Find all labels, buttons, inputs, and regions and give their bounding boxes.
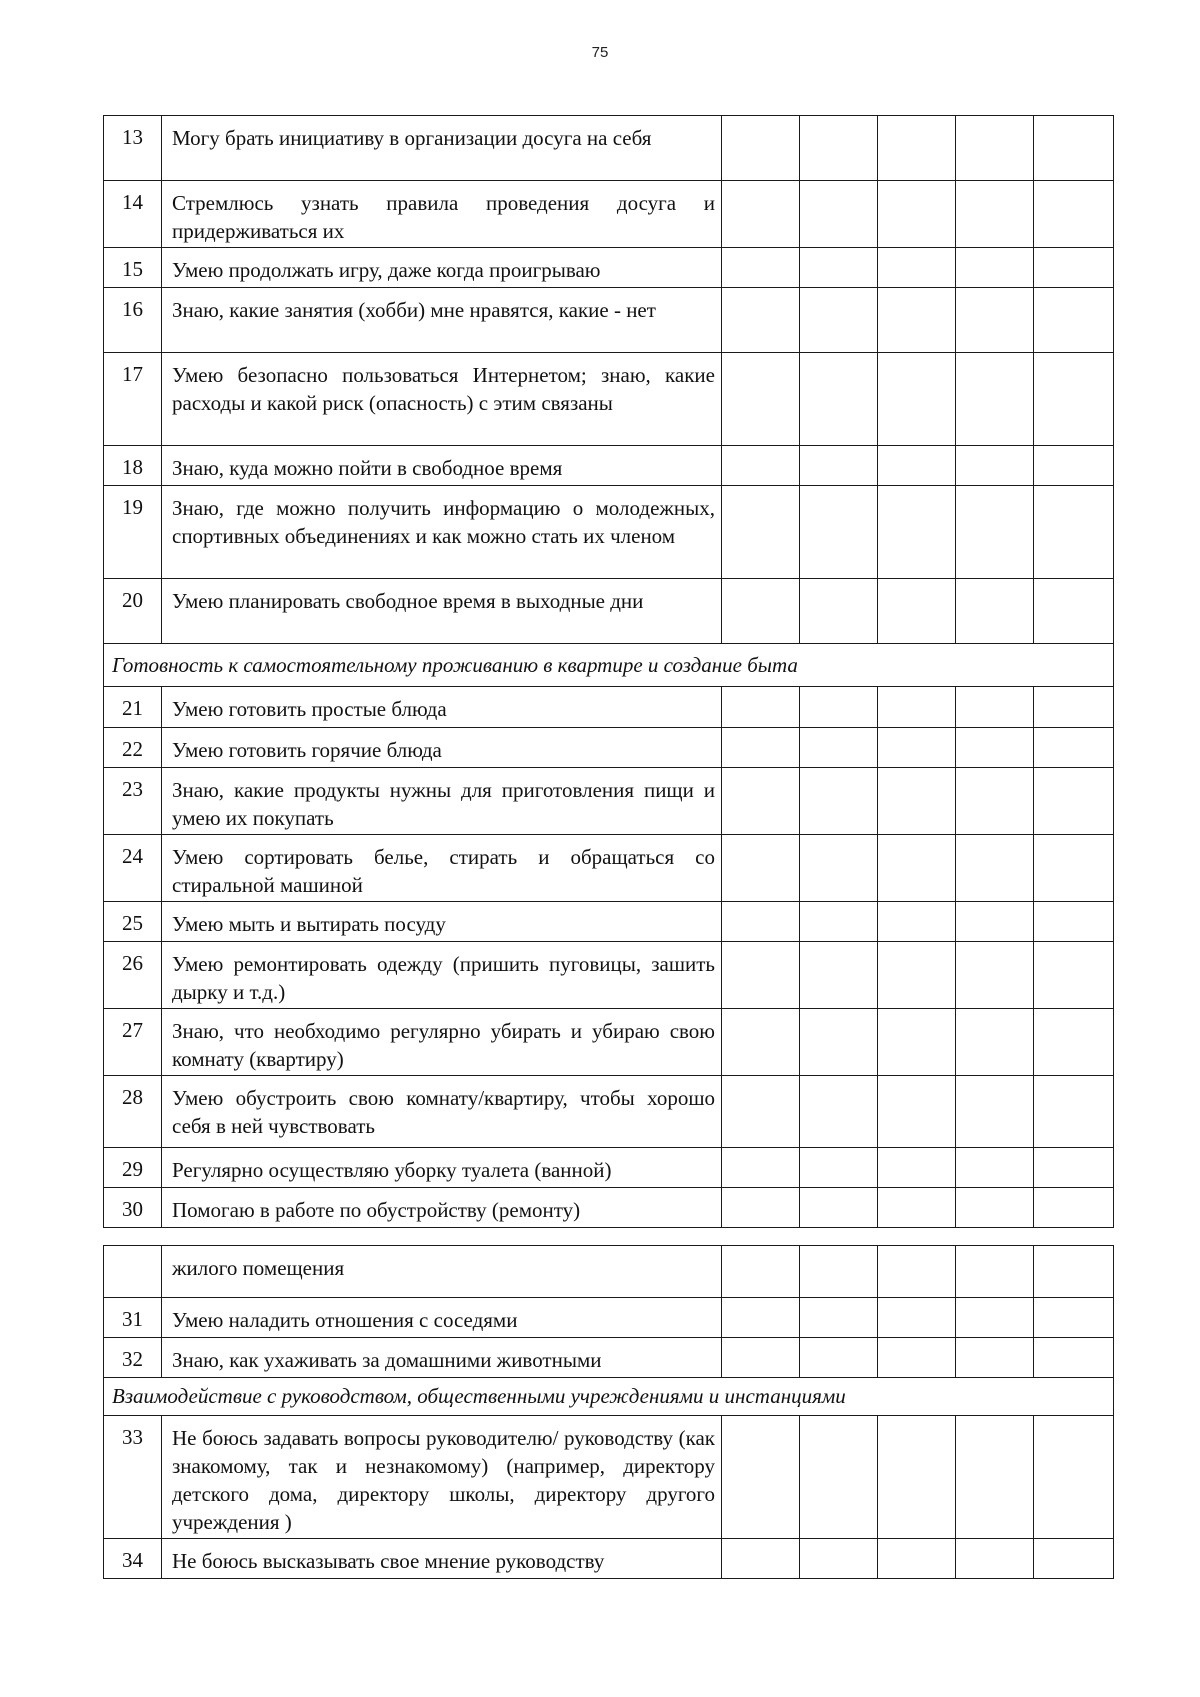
- rating-cell: [956, 687, 1034, 728]
- rating-cell: [722, 1076, 800, 1148]
- item-statement: Умею готовить простые блюда: [162, 687, 722, 728]
- rating-cell: [878, 486, 956, 579]
- rating-cell: [1034, 1298, 1114, 1338]
- rating-cell: [1034, 1539, 1114, 1579]
- item-number: 27: [104, 1009, 162, 1076]
- rating-cell: [1034, 1188, 1114, 1228]
- table-row: [104, 1416, 1114, 1539]
- rating-cell: [956, 579, 1034, 644]
- item-statement: Умею планировать свободное время в выходные дни: [162, 579, 722, 644]
- rating-cell: [722, 353, 800, 446]
- item-statement: Знаю, что необходимо регулярно убирать и убираю свою комнату (квартиру): [162, 1009, 722, 1076]
- rating-cell: [878, 116, 956, 181]
- table-row: [104, 1009, 1114, 1076]
- rating-cell: [1034, 446, 1114, 486]
- rating-cell: [878, 942, 956, 1009]
- rating-cell: [722, 1298, 800, 1338]
- table-row: [104, 1338, 1114, 1378]
- item-number: 26: [104, 942, 162, 1009]
- item-number: [104, 1246, 162, 1298]
- table-row: [104, 1148, 1114, 1188]
- rating-cell: [878, 181, 956, 248]
- item-statement: жилого помещения: [162, 1246, 722, 1298]
- rating-cell: [956, 1188, 1034, 1228]
- item-statement: Умею готовить горячие блюда: [162, 728, 722, 768]
- item-number: 19: [104, 486, 162, 579]
- rating-cell: [878, 248, 956, 288]
- table-row: [104, 1539, 1114, 1579]
- rating-cell: [956, 1148, 1034, 1188]
- rating-cell: [878, 1076, 956, 1148]
- section-heading: Взаимодействие с руководством, общественными учреждениями и инстанциями: [104, 1378, 1114, 1416]
- rating-cell: [956, 353, 1034, 446]
- rating-cell: [878, 353, 956, 446]
- rating-cell: [722, 248, 800, 288]
- item-statement: Умею ремонтировать одежду (пришить пуговицы, зашить дырку и т.д.): [162, 942, 722, 1009]
- rating-cell: [800, 116, 878, 181]
- section-heading: Готовность к самостоятельному проживанию в квартире и создание быта: [104, 644, 1114, 687]
- rating-cell: [956, 902, 1034, 942]
- table-row: [104, 687, 1114, 728]
- rating-cell: [722, 1539, 800, 1579]
- rating-cell: [722, 486, 800, 579]
- rating-cell: [800, 728, 878, 768]
- rating-cell: [800, 1246, 878, 1298]
- rating-cell: [722, 1338, 800, 1378]
- rating-cell: [1034, 116, 1114, 181]
- item-statement: Не боюсь высказывать свое мнение руководству: [162, 1539, 722, 1579]
- item-statement: Знаю, куда можно пойти в свободное время: [162, 446, 722, 486]
- rating-cell: [800, 768, 878, 835]
- rating-cell: [800, 902, 878, 942]
- item-statement: Могу брать инициативу в организации досуга на себя: [162, 116, 722, 181]
- rating-cell: [800, 1416, 878, 1539]
- rating-cell: [1034, 1076, 1114, 1148]
- rating-cell: [800, 1076, 878, 1148]
- item-statement: Стремлюсь узнать правила проведения досуга и придерживаться их: [162, 181, 722, 248]
- rating-cell: [1034, 1416, 1114, 1539]
- rating-cell: [956, 1539, 1034, 1579]
- rating-cell: [878, 1539, 956, 1579]
- item-statement: Умею продолжать игру, даже когда проигрываю: [162, 248, 722, 288]
- table-row: [104, 1188, 1114, 1228]
- rating-cell: [878, 728, 956, 768]
- rating-cell: [1034, 902, 1114, 942]
- item-number: 22: [104, 728, 162, 768]
- rating-cell: [800, 942, 878, 1009]
- rating-cell: [1034, 835, 1114, 902]
- item-number: 30: [104, 1188, 162, 1228]
- rating-cell: [800, 1298, 878, 1338]
- rating-cell: [1034, 942, 1114, 1009]
- rating-cell: [956, 728, 1034, 768]
- rating-cell: [722, 835, 800, 902]
- rating-cell: [878, 1246, 956, 1298]
- rating-cell: [1034, 728, 1114, 768]
- table-row: [104, 579, 1114, 644]
- item-statement: Знаю, где можно получить информацию о молодежных, спортивных объединениях и как можно стать их членом: [162, 486, 722, 579]
- rating-cell: [722, 446, 800, 486]
- rating-cell: [956, 1246, 1034, 1298]
- rating-cell: [800, 835, 878, 902]
- rating-cell: [956, 1416, 1034, 1539]
- rating-cell: [722, 288, 800, 353]
- rating-cell: [878, 902, 956, 942]
- rating-cell: [722, 768, 800, 835]
- rating-cell: [1034, 353, 1114, 446]
- table-row: [104, 248, 1114, 288]
- rating-cell: [956, 486, 1034, 579]
- item-number: 25: [104, 902, 162, 942]
- rating-cell: [1034, 248, 1114, 288]
- rating-cell: [722, 1009, 800, 1076]
- rating-cell: [800, 1009, 878, 1076]
- item-number: 28: [104, 1076, 162, 1148]
- rating-cell: [722, 942, 800, 1009]
- rating-cell: [956, 116, 1034, 181]
- rating-cell: [722, 1246, 800, 1298]
- table-row: [104, 902, 1114, 942]
- rating-cell: [878, 768, 956, 835]
- rating-cell: [800, 1338, 878, 1378]
- rating-cell: [722, 181, 800, 248]
- rating-cell: [722, 687, 800, 728]
- rating-cell: [800, 1539, 878, 1579]
- page-number: 75: [591, 44, 609, 61]
- table-2-body: [104, 1246, 1114, 1579]
- table-row: [104, 181, 1114, 248]
- rating-cell: [722, 1188, 800, 1228]
- rating-cell: [956, 288, 1034, 353]
- item-number: 32: [104, 1338, 162, 1378]
- table-row: [104, 835, 1114, 902]
- rating-cell: [1034, 1246, 1114, 1298]
- item-number: 14: [104, 181, 162, 248]
- table-1-body: [104, 116, 1114, 1228]
- rating-cell: [722, 116, 800, 181]
- item-number: 16: [104, 288, 162, 353]
- table-row: [104, 288, 1114, 353]
- item-statement: Знаю, какие занятия (хобби) мне нравятся, какие - нет: [162, 288, 722, 353]
- rating-cell: [722, 579, 800, 644]
- item-statement: Не боюсь задавать вопросы руководителю/ руководству (как знакомому, так и незнакомому) (например, директору детского дома, директору школы, директору другого учреждения ): [162, 1416, 722, 1539]
- table-row: [104, 486, 1114, 579]
- table-row: [104, 1076, 1114, 1148]
- table-row: [104, 116, 1114, 181]
- rating-cell: [956, 1298, 1034, 1338]
- rating-cell: [800, 288, 878, 353]
- rating-cell: [1034, 768, 1114, 835]
- table-row: [104, 353, 1114, 446]
- table-row: [104, 942, 1114, 1009]
- rating-cell: [1034, 1148, 1114, 1188]
- item-number: 34: [104, 1539, 162, 1579]
- rating-cell: [1034, 1009, 1114, 1076]
- rating-cell: [722, 728, 800, 768]
- rating-cell: [1034, 288, 1114, 353]
- rating-cell: [878, 835, 956, 902]
- rating-cell: [722, 902, 800, 942]
- item-statement: Умею обустроить свою комнату/квартиру, чтобы хорошо себя в ней чувствовать: [162, 1076, 722, 1148]
- rating-cell: [800, 1148, 878, 1188]
- rating-cell: [800, 1188, 878, 1228]
- rating-cell: [800, 687, 878, 728]
- item-number: 18: [104, 446, 162, 486]
- item-number: 29: [104, 1148, 162, 1188]
- rating-cell: [878, 1009, 956, 1076]
- rating-cell: [800, 579, 878, 644]
- item-statement: Знаю, какие продукты нужны для приготовления пищи и умею их покупать: [162, 768, 722, 835]
- rating-cell: [878, 1188, 956, 1228]
- item-number: 21: [104, 687, 162, 728]
- item-number: 20: [104, 579, 162, 644]
- rating-cell: [800, 353, 878, 446]
- rating-cell: [878, 288, 956, 353]
- table-row: [104, 446, 1114, 486]
- item-number: 24: [104, 835, 162, 902]
- rating-cell: [878, 579, 956, 644]
- rating-cell: [1034, 181, 1114, 248]
- table-row: [104, 728, 1114, 768]
- questionnaire-table-1: [103, 115, 1114, 1228]
- rating-cell: [800, 446, 878, 486]
- rating-cell: [800, 486, 878, 579]
- rating-cell: [878, 1298, 956, 1338]
- rating-cell: [722, 1416, 800, 1539]
- rating-cell: [956, 446, 1034, 486]
- rating-cell: [1034, 687, 1114, 728]
- section-heading-row: [104, 644, 1114, 687]
- rating-cell: [722, 1148, 800, 1188]
- rating-cell: [878, 1338, 956, 1378]
- item-statement: Знаю, как ухаживать за домашними животными: [162, 1338, 722, 1378]
- rating-cell: [956, 1009, 1034, 1076]
- rating-cell: [878, 1416, 956, 1539]
- item-number: 17: [104, 353, 162, 446]
- rating-cell: [956, 942, 1034, 1009]
- rating-cell: [878, 446, 956, 486]
- rating-cell: [878, 1148, 956, 1188]
- rating-cell: [1034, 1338, 1114, 1378]
- rating-cell: [878, 687, 956, 728]
- rating-cell: [800, 248, 878, 288]
- rating-cell: [956, 248, 1034, 288]
- table-row: [104, 768, 1114, 835]
- table-row: [104, 1298, 1114, 1338]
- item-number: 23: [104, 768, 162, 835]
- item-number: 33: [104, 1416, 162, 1539]
- rating-cell: [956, 181, 1034, 248]
- rating-cell: [956, 1076, 1034, 1148]
- item-statement: Умею мыть и вытирать посуду: [162, 902, 722, 942]
- rating-cell: [1034, 579, 1114, 644]
- questionnaire-table-2: [103, 1245, 1114, 1579]
- rating-cell: [800, 181, 878, 248]
- rating-cell: [956, 835, 1034, 902]
- item-number: 31: [104, 1298, 162, 1338]
- section-heading-row: [104, 1378, 1114, 1416]
- rating-cell: [956, 1338, 1034, 1378]
- rating-cell: [956, 768, 1034, 835]
- rating-cell: [1034, 486, 1114, 579]
- item-statement: Помогаю в работе по обустройству (ремонту): [162, 1188, 722, 1228]
- item-statement: Умею сортировать белье, стирать и обращаться со стиральной машиной: [162, 835, 722, 902]
- item-statement: Регулярно осуществляю уборку туалета (ванной): [162, 1148, 722, 1188]
- item-statement: Умею наладить отношения с соседями: [162, 1298, 722, 1338]
- item-number: 13: [104, 116, 162, 181]
- item-number: 15: [104, 248, 162, 288]
- item-statement: Умею безопасно пользоваться Интернетом; знаю, какие расходы и какой риск (опасность) с этим связаны: [162, 353, 722, 446]
- table-row: [104, 1246, 1114, 1298]
